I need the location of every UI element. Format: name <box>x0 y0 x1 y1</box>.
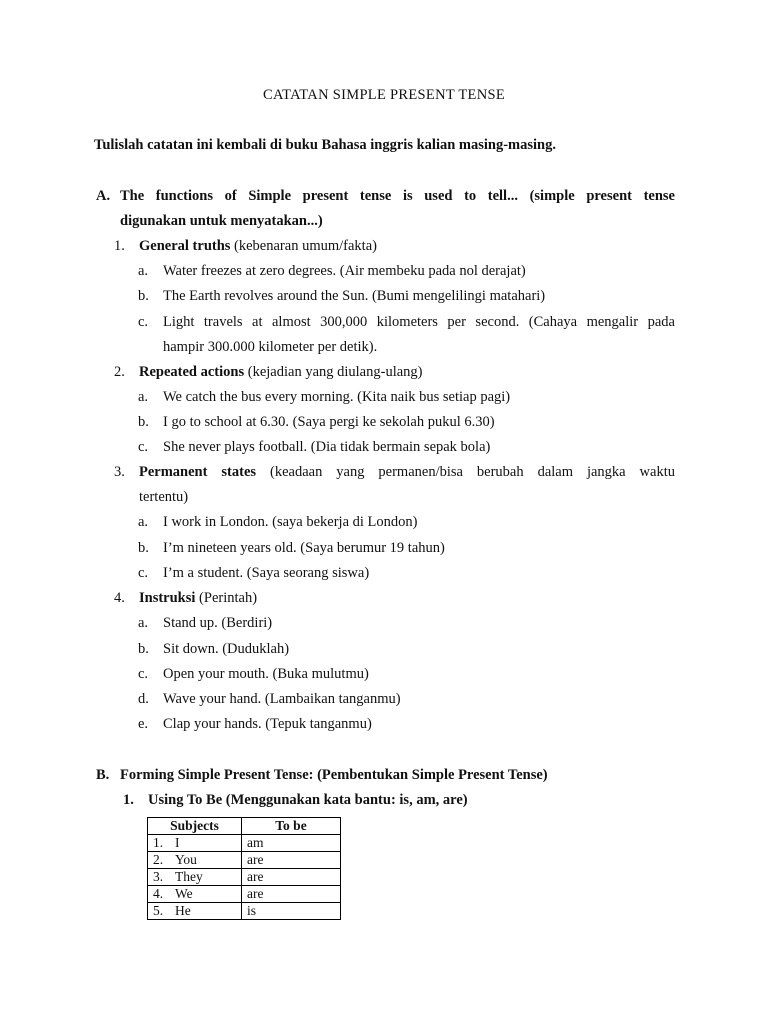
sub-text: Light travels at almost 300,000 kilometers per second. (Cahaya mengalir pada <box>163 314 675 330</box>
item-text: Using To Be (Menggunakan kata bantu: is, am, are) <box>148 792 468 808</box>
sub-text: The Earth revolves around the Sun. (Bumi mengelilingi matahari) <box>163 288 546 304</box>
sub-text-continuation: hampir 300.000 kilometer per detik). <box>163 339 378 355</box>
row-number: 4. <box>153 886 164 901</box>
subject-text: We <box>175 886 193 901</box>
section-a-line2: digunakan untuk menyatakan...) <box>120 213 323 229</box>
subject-text: I <box>175 835 180 850</box>
item-desc-continuation: tertentu) <box>139 489 189 505</box>
row-number: 1. <box>153 835 164 850</box>
item-term: General truths <box>139 238 231 254</box>
sub-letter: a. <box>138 389 149 405</box>
sub-text: Wave your hand. (Lambaikan tanganmu) <box>163 691 401 707</box>
item-desc: (Perintah) <box>195 590 258 606</box>
sub-text: I go to school at 6.30. (Saya pergi ke sekolah pukul 6.30) <box>163 414 495 430</box>
section-b-heading <box>96 767 548 784</box>
section-b-heading-text: Forming Simple Present Tense: (Pembentukan Simple Present Tense) <box>120 767 548 783</box>
sub-item <box>138 514 418 531</box>
to-be-cell: are <box>242 886 341 903</box>
sub-item <box>138 263 526 280</box>
item-term: Permanent states <box>139 464 257 480</box>
sub-item <box>138 565 369 582</box>
table-row <box>148 903 341 920</box>
sub-text: She never plays football. (Dia tidak bermain sepak bola) <box>163 439 491 455</box>
sub-letter: a. <box>138 514 149 530</box>
subject-text: He <box>175 903 191 918</box>
list-item-permanent-states <box>114 464 675 481</box>
sub-letter: b. <box>138 414 149 430</box>
sub-text: I work in London. (saya bekerja di London) <box>163 514 418 530</box>
section-b-item-1 <box>123 792 468 809</box>
section-a-letter: A. <box>96 188 111 204</box>
subject-text: You <box>175 852 197 867</box>
to-be-table <box>147 817 341 920</box>
sub-item <box>138 288 545 305</box>
section-a-heading <box>96 188 675 205</box>
subject-cell <box>148 869 242 886</box>
table-header-row <box>148 818 341 835</box>
sub-item <box>138 414 495 431</box>
item-desc: (kebenaran umum/fakta) <box>230 238 377 254</box>
sub-text: Water freezes at zero degrees. (Air membeku pada nol derajat) <box>163 263 526 279</box>
to-be-cell: is <box>242 903 341 920</box>
sub-letter: c. <box>138 565 149 581</box>
item-desc: (keadaan yang permanen/bisa berubah dalam jangka waktu <box>256 464 675 480</box>
sub-letter: e. <box>138 716 149 732</box>
sub-text: Clap your hands. (Tepuk tanganmu) <box>163 716 372 732</box>
item-term: Instruksi <box>139 590 196 606</box>
sub-item <box>138 314 675 331</box>
sub-text: I’m a student. (Saya seorang siswa) <box>163 565 370 581</box>
sub-item <box>138 389 510 406</box>
table-row <box>148 886 341 903</box>
sub-letter: c. <box>138 314 149 330</box>
item-number: 4. <box>114 590 125 606</box>
sub-letter: a. <box>138 263 149 279</box>
item-desc: (kejadian yang diulang-ulang) <box>244 364 423 380</box>
to-be-cell: are <box>242 852 341 869</box>
row-number: 5. <box>153 903 164 918</box>
subject-cell <box>148 886 242 903</box>
sub-text: I’m nineteen years old. (Saya berumur 19 tahun) <box>163 540 445 556</box>
sub-letter: c. <box>138 439 149 455</box>
sub-item <box>138 716 372 733</box>
section-b-letter: B. <box>96 767 110 783</box>
sub-item <box>138 666 369 683</box>
table-row <box>148 869 341 886</box>
row-number: 2. <box>153 852 164 867</box>
page-title: CATATAN SIMPLE PRESENT TENSE <box>263 87 505 103</box>
list-item-repeated-actions <box>114 364 423 381</box>
sub-item <box>138 540 445 557</box>
sub-item <box>138 691 401 708</box>
sub-letter: b. <box>138 641 149 657</box>
table-row <box>148 835 341 852</box>
sub-letter: c. <box>138 666 149 682</box>
column-header-subjects: Subjects <box>148 818 242 835</box>
instruction-text: Tulislah catatan ini kembali di buku Bahasa inggris kalian masing-masing. <box>94 137 556 153</box>
sub-item <box>138 439 490 456</box>
subject-text: They <box>175 869 203 884</box>
sub-item <box>138 615 272 632</box>
sub-letter: d. <box>138 691 149 707</box>
sub-text: We catch the bus every morning. (Kita naik bus setiap pagi) <box>163 389 511 405</box>
section-a-line1: The functions of Simple present tense is used to tell... (simple present tense <box>120 188 675 204</box>
item-number: 3. <box>114 464 125 480</box>
subject-cell <box>148 903 242 920</box>
to-be-cell: are <box>242 869 341 886</box>
subject-cell <box>148 852 242 869</box>
sub-item <box>138 641 289 658</box>
table-row <box>148 852 341 869</box>
row-number: 3. <box>153 869 164 884</box>
item-number: 1. <box>114 238 125 254</box>
item-term: Repeated actions <box>139 364 245 380</box>
sub-text: Open your mouth. (Buka mulutmu) <box>163 666 369 682</box>
sub-letter: b. <box>138 540 149 556</box>
sub-letter: a. <box>138 615 149 631</box>
list-item-general-truths <box>114 238 377 255</box>
sub-letter: b. <box>138 288 149 304</box>
list-item-instruksi <box>114 590 257 607</box>
item-number: 2. <box>114 364 125 380</box>
sub-text: Stand up. (Berdiri) <box>163 615 273 631</box>
subject-cell <box>148 835 242 852</box>
column-header-to-be: To be <box>242 818 341 835</box>
to-be-cell: am <box>242 835 341 852</box>
item-number: 1. <box>123 792 134 808</box>
sub-text: Sit down. (Duduklah) <box>163 641 290 657</box>
